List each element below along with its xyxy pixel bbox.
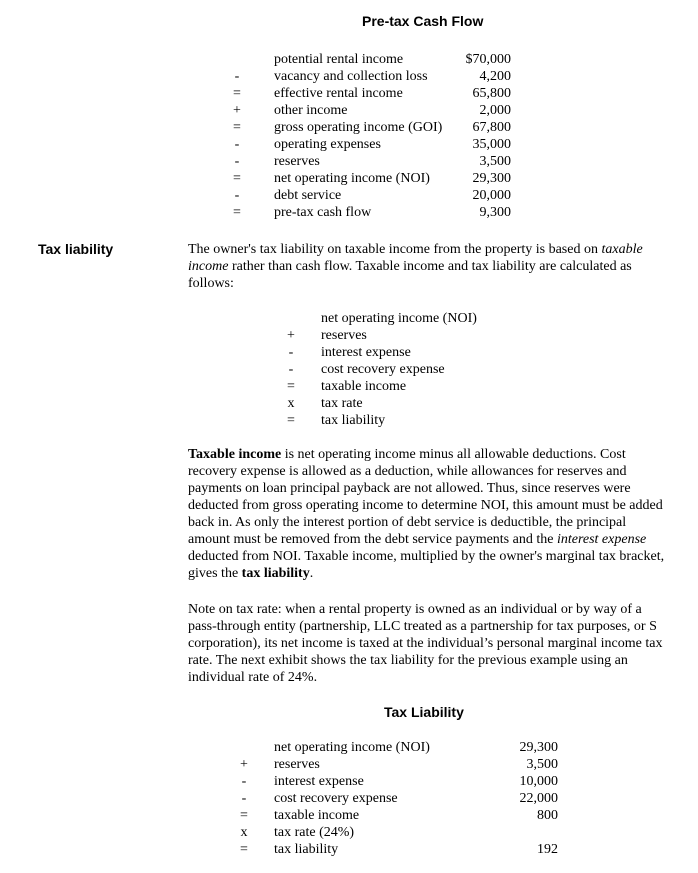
line-item-value: 10,000 <box>519 774 558 789</box>
intro-text-1: The owner's tax liability on taxable income from the property is based on <box>188 242 602 257</box>
formula-row <box>0 378 698 395</box>
line-item-label: net operating income (NOI) <box>274 740 430 755</box>
tax-intro-paragraph <box>188 241 668 292</box>
operator-symbol: - <box>234 137 240 152</box>
line-item-value: 3,500 <box>526 757 558 772</box>
cash-flow-row <box>0 136 698 153</box>
line-item-value: 29,300 <box>519 740 558 755</box>
operator-symbol: - <box>288 362 294 377</box>
explain-text-2: deducted from NOI. Taxable income, multiplied by the owner's marginal tax bracket, gives the <box>188 549 665 581</box>
line-item-label: operating expenses <box>274 137 381 152</box>
line-item-value: 65,800 <box>472 86 511 101</box>
line-item-label: tax liability <box>321 413 386 428</box>
line-item-value: 4,200 <box>479 69 511 84</box>
line-item-label: potential rental income <box>274 52 404 67</box>
cash-flow-row <box>0 51 698 68</box>
line-item-value: 2,000 <box>479 103 511 118</box>
operator-symbol: - <box>241 774 247 789</box>
line-item-label: reserves <box>274 757 320 772</box>
line-item-value: 20,000 <box>472 188 511 203</box>
line-item-label: reserves <box>321 328 367 343</box>
line-item-value: $70,000 <box>465 52 511 67</box>
operator-symbol: + <box>287 328 295 343</box>
formula-row <box>0 395 698 412</box>
line-item-value: 67,800 <box>472 120 511 135</box>
explain-text-1: is net operating income minus all allowable deductions. Cost recovery expense is allowed as a deduction, while allowances for reserves and payments on loan principal payback are not allowed. Thus, since reserves were deducted from gross operating income to determine NOI, this amount must be added back in. As only the interest portion of debt service is deductible, the principal amount must be removed from the debt service payments and the <box>188 447 663 547</box>
formula-row <box>0 327 698 344</box>
line-item-value: 192 <box>537 842 558 857</box>
tax-liability-row <box>0 790 698 807</box>
line-item-label: cost recovery expense <box>321 362 445 377</box>
operator-symbol: x <box>287 396 295 411</box>
line-item-label: cost recovery expense <box>274 791 398 806</box>
line-item-label: effective rental income <box>274 86 403 101</box>
line-item-value: 3,500 <box>479 154 511 169</box>
cash-flow-row <box>0 85 698 102</box>
operator-symbol: = <box>240 808 248 823</box>
explain-text-3: . <box>309 566 314 581</box>
intro-text-taxable-income: taxable income <box>188 242 643 274</box>
cash-flow-row <box>0 119 698 136</box>
intro-text-2: rather than cash flow. Taxable income and tax liability are calculated as follows: <box>188 259 632 291</box>
explain-italic-interest-expense: interest expense <box>556 532 647 547</box>
line-item-value: 22,000 <box>519 791 558 806</box>
explain-bold-taxable-income: Taxable income <box>188 447 282 462</box>
line-item-label: interest expense <box>321 345 411 360</box>
cash-flow-title: Pre-tax Cash Flow <box>362 13 484 29</box>
tax-liability-row <box>0 773 698 790</box>
line-item-label: tax rate (24%) <box>274 825 355 840</box>
operator-symbol: - <box>234 154 240 169</box>
taxable-income-paragraph <box>188 446 668 582</box>
formula-row <box>0 344 698 361</box>
cash-flow-row <box>0 204 698 221</box>
operator-symbol: = <box>287 379 295 394</box>
line-item-label: vacancy and collection loss <box>274 69 428 84</box>
operator-symbol: + <box>233 103 241 118</box>
operator-symbol: - <box>288 345 294 360</box>
tax-liability-row <box>0 841 698 858</box>
line-item-value: 9,300 <box>479 205 511 220</box>
formula-row <box>0 310 698 327</box>
formula-row <box>0 412 698 429</box>
line-item-label: tax liability <box>274 842 339 857</box>
line-item-value: 800 <box>537 808 558 823</box>
operator-symbol: = <box>233 86 241 101</box>
line-item-label: gross operating income (GOI) <box>274 120 443 135</box>
operator-symbol: = <box>233 120 241 135</box>
line-item-label: taxable income <box>321 379 407 394</box>
line-item-label: reserves <box>274 154 320 169</box>
line-item-label: other income <box>274 103 348 118</box>
tax-liability-side-heading: Tax liability <box>38 241 114 257</box>
cash-flow-row <box>0 187 698 204</box>
line-item-label: pre-tax cash flow <box>274 205 372 220</box>
tax-liability-row <box>0 739 698 756</box>
tax-liability-row <box>0 756 698 773</box>
line-item-value: 35,000 <box>472 137 511 152</box>
operator-symbol: = <box>240 842 248 857</box>
line-item-label: interest expense <box>274 774 364 789</box>
tax-liability-row <box>0 824 698 841</box>
tax-rate-note-paragraph: Note on tax rate: when a rental property is owned as an individual or by way of a pass-through entity (partnership, LLC treated as a partnership for tax purposes, or S corporation), its net income is taxed at the individual’s personal marginal income tax rate. The next exhibit shows the tax liability for the previous example using an individual rate of 24%. <box>188 602 663 685</box>
explain-bold-tax-liability: tax liability <box>241 566 310 581</box>
line-item-value: 29,300 <box>472 171 511 186</box>
operator-symbol: = <box>233 171 241 186</box>
operator-symbol: - <box>241 791 247 806</box>
operator-symbol: + <box>240 757 248 772</box>
cash-flow-row <box>0 153 698 170</box>
cash-flow-row <box>0 102 698 119</box>
line-item-label: debt service <box>274 188 342 203</box>
line-item-label: net operating income (NOI) <box>274 171 430 186</box>
tax-liability-title: Tax Liability <box>384 704 464 720</box>
tax-liability-row <box>0 807 698 824</box>
formula-row <box>0 361 698 378</box>
operator-symbol: x <box>240 825 248 840</box>
operator-symbol: = <box>287 413 295 428</box>
operator-symbol: = <box>233 205 241 220</box>
operator-symbol: - <box>234 188 240 203</box>
line-item-label: net operating income (NOI) <box>321 311 477 326</box>
line-item-label: tax rate <box>321 396 363 411</box>
operator-symbol: - <box>234 69 240 84</box>
cash-flow-row <box>0 170 698 187</box>
line-item-label: taxable income <box>274 808 360 823</box>
cash-flow-row <box>0 68 698 85</box>
